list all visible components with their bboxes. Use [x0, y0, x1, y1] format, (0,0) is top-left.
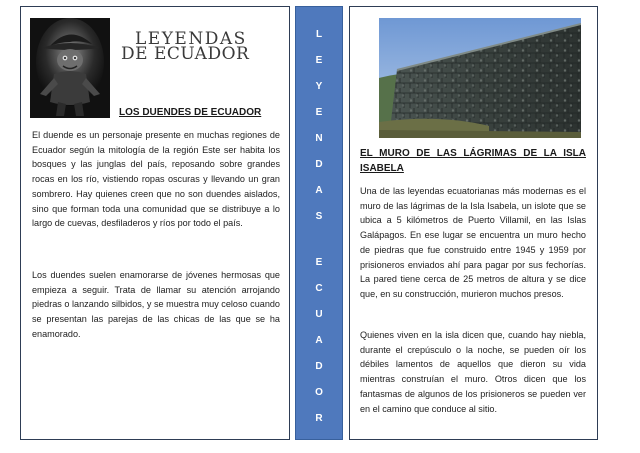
strip-letter: E [315, 55, 323, 66]
strip-letter: E [315, 107, 323, 118]
strip-letter: C [315, 283, 323, 294]
strip-letter: A [315, 335, 323, 346]
strip-letter: O [315, 387, 323, 398]
strip-letter: R [315, 413, 323, 424]
strip-letter: E [315, 257, 323, 268]
strip-letter: U [315, 309, 323, 320]
stone-wall-photo [379, 18, 581, 138]
strip-letter: D [315, 361, 323, 372]
duende-figure-icon [30, 18, 110, 118]
strip-letter: D [315, 159, 323, 170]
logo-title-line1: LEYENDAS [135, 29, 247, 49]
strip-letter: L [315, 29, 323, 40]
strip-letter: A [315, 185, 323, 196]
strip-letter: Y [315, 81, 323, 92]
strip-letter: N [315, 133, 323, 144]
strip-letter: S [315, 211, 323, 222]
duendes-paragraph-2: Los duendes suelen enamorarse de jóvenes hermosas que empieza a seguir. Trata de llamar su atención arrojando piedras o lanzando silbidos, y se muestra muy celoso cuando se presentan las parejas de las chicas de las que se ha enamorado. [32, 270, 280, 339]
muro-paragraph-2: Quienes viven en la isla dicen que, cuando hay niebla, durante el crepúsculo o la noche, se pueden oír los débiles lamentos de aquellos que dieron su vida mientras construían el muro. Otros dicen que los fantasmas de algunos de los prisioneros se pueden ver en el camino que conduce al sitio. [360, 330, 586, 414]
muro-heading: EL MURO DE LAS LÁGRIMAS DE LA ISLA ISABELA [360, 148, 586, 174]
muro-paragraph-1: Una de las leyendas ecuatorianas más modernas es el muro de las lágrimas de la Isla Isabela, un islote que se ubica a 5 kilómetros de Puerto Villamil, en las Islas Galápagos. En ese lugar se encuentra un muro hecho de piedras que fue construido entre 1945 y 1959 por prisioneros enviados ahí para pagar por sus fechorías. La pared tiene cerca de 25 metros de altura y se dice que, en su construcción, murieron muchos presos. [360, 186, 586, 299]
center-title-strip [295, 6, 343, 440]
logo-title-line2: DE ECUADOR [121, 44, 250, 64]
logo-title [121, 29, 271, 64]
duendes-paragraph-1: El duende es un personaje presente en muchas regiones de Ecuador según la mitología de la región Este ser habita los bosques y las junglas del país, reposando sobre grandes rocas en los río, vistiendo ropas oscuras y llevando un gran sombrero. Hay quienes creen que no son duendes aislados, sino que forman toda una comunidad que se distribuye a lo largo de cuevas, desfiladeros y ríos por todo el país. [32, 130, 280, 229]
duendes-heading: LOS DUENDES DE ECUADOR [119, 107, 262, 118]
